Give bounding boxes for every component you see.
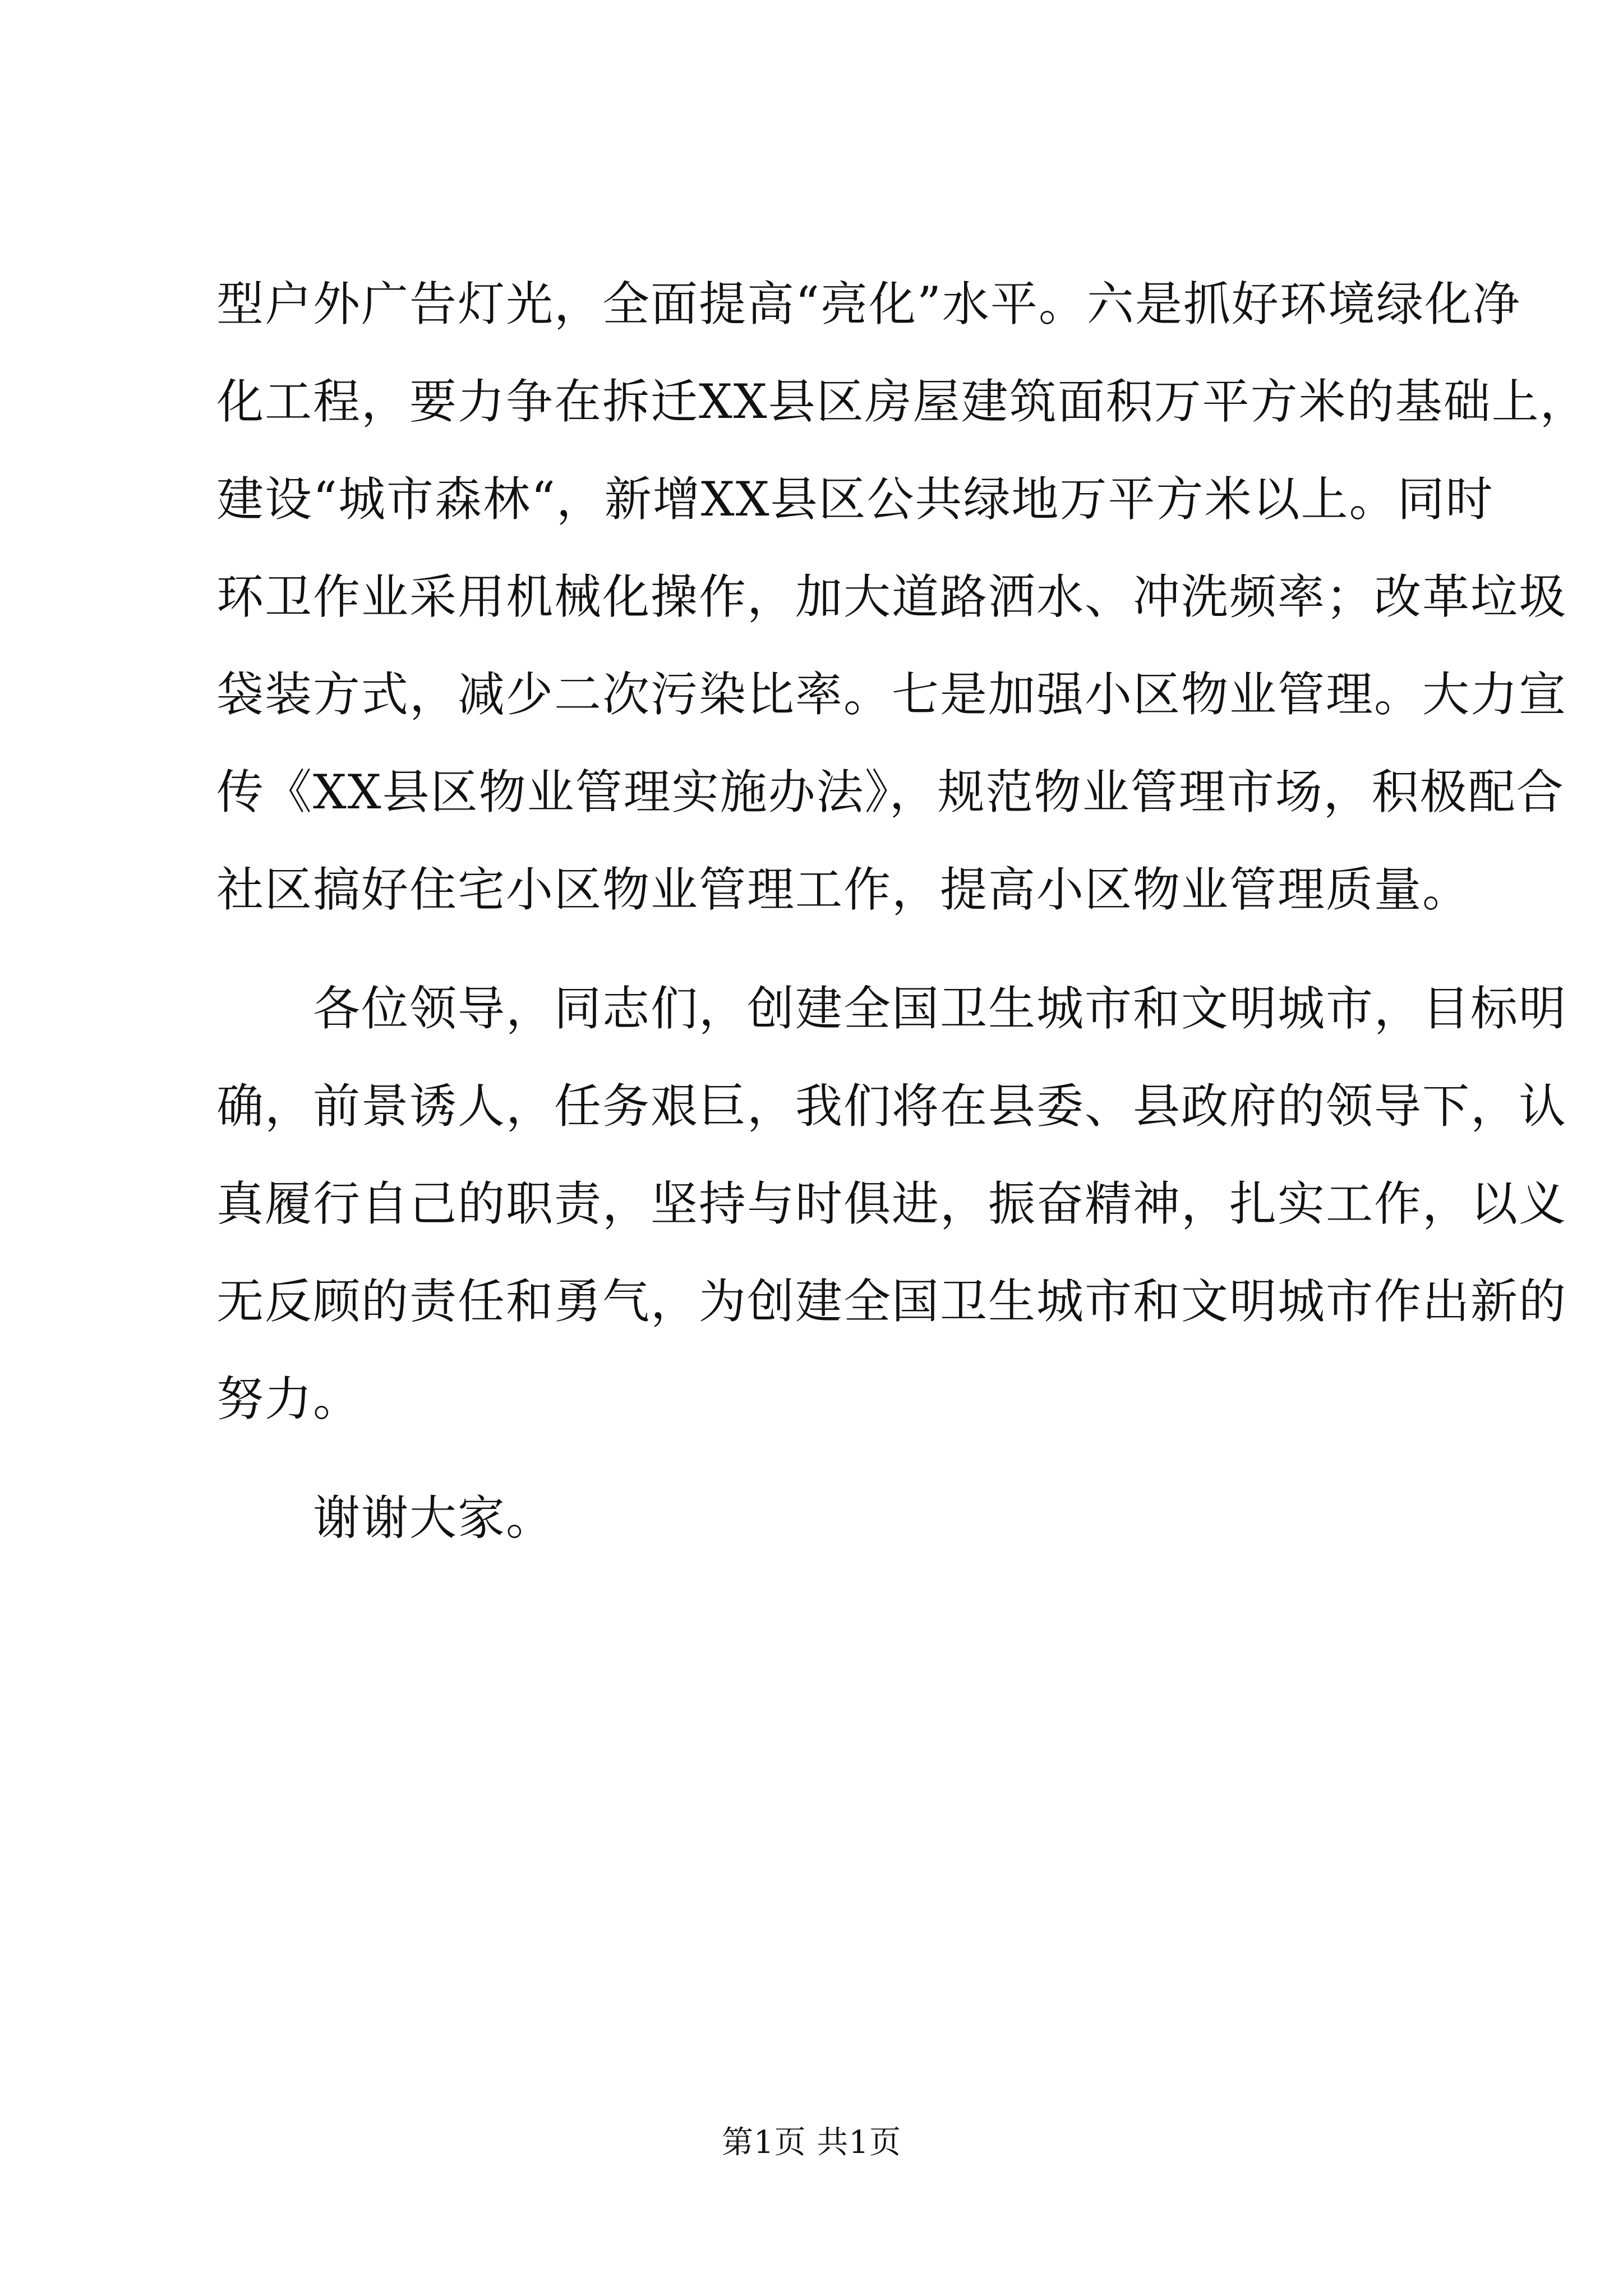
text-line: 各位领导，同志们，创建全国卫生城市和文明城市，目标明 <box>313 981 1567 1036</box>
text-line: 传《XX县区物业管理实施办法》，规范物业管理市场，积极配合 <box>216 765 1565 820</box>
page-number: 第1页 共1页 <box>721 2124 902 2161</box>
text-line: 真履行自己的职责，坚持与时俱进，振奋精神，扎实工作，以义 <box>216 1176 1567 1231</box>
text-line: 无反顾的责任和勇气，为创建全国卫生城市和文明城市作出新的 <box>216 1274 1567 1329</box>
text-line: 化工程，要力争在拆迁XX县区房屋建筑面积万平方米的基础上， <box>216 374 1588 429</box>
text-line: 谢谢大家。 <box>313 1490 555 1545</box>
text-line: 建设“城市森林“，新增XX县区公共绿地万平方米以上。同时 <box>216 472 1494 527</box>
paragraph-spacing <box>216 938 1433 960</box>
text-line: 袋装方式，减少二次污染比率。七是加强小区物业管理。大力宣 <box>216 667 1567 722</box>
document-body <box>216 255 1588 1567</box>
text-line: 努力。 <box>216 1372 362 1427</box>
paragraph <box>216 960 1567 1448</box>
page-footer <box>0 2120 1623 2165</box>
paragraph <box>216 1469 1433 1567</box>
paragraph-spacing <box>216 1448 1433 1469</box>
text-line: 确，前景诱人，任务艰巨，我们将在县委、县政府的领导下，认 <box>216 1079 1567 1134</box>
paragraph <box>216 255 1588 938</box>
text-line: 社区搞好住宅小区物业管理工作，提高小区物业管理质量。 <box>216 862 1471 917</box>
text-line: 型户外广告灯光，全面提高“亮化”水平。六是抓好环境绿化净 <box>216 277 1521 332</box>
text-line: 环卫作业采用机械化操作，加大道路洒水、冲洗频率；改革垃圾 <box>216 569 1567 624</box>
